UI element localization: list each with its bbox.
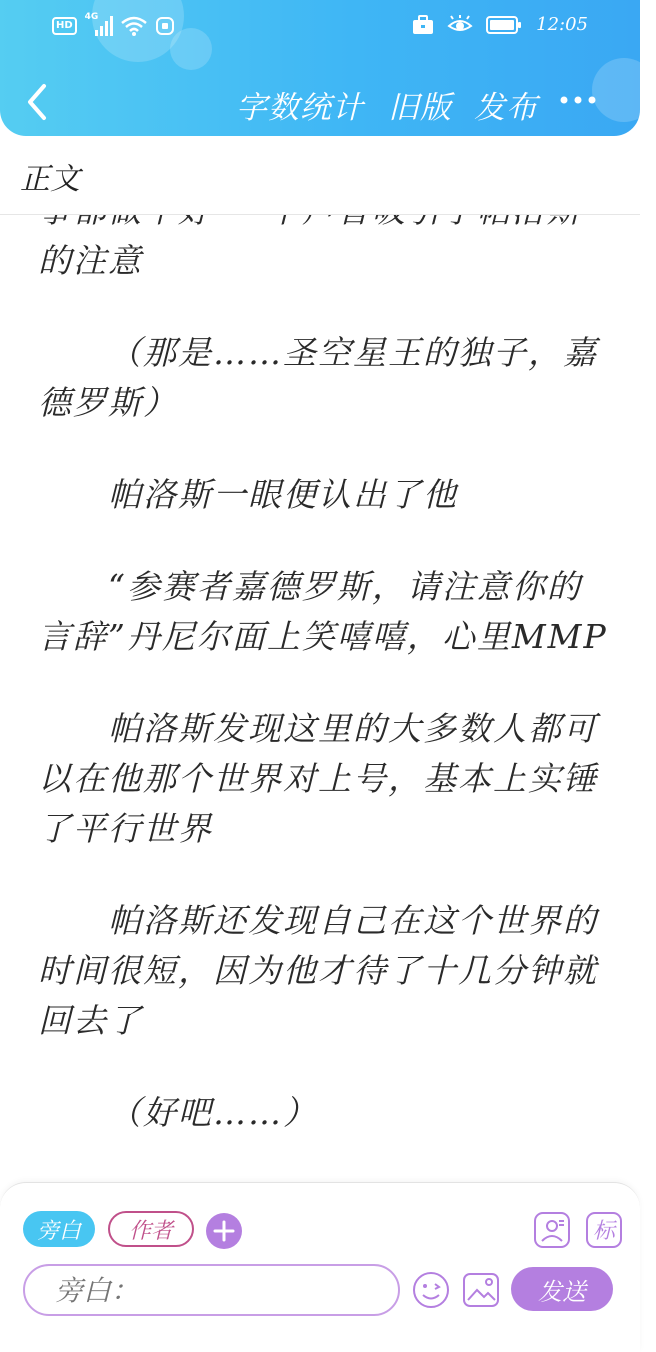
emoji-icon — [411, 1270, 451, 1310]
word-count-button[interactable]: 字数统计 — [236, 90, 364, 126]
paragraph: 帕洛斯一眼便认出了他 — [108, 475, 458, 514]
battery-icon — [486, 16, 522, 34]
chevron-left-icon — [20, 82, 54, 122]
add-role-button[interactable] — [206, 1213, 242, 1249]
image-button[interactable] — [462, 1271, 500, 1309]
back-button[interactable] — [20, 82, 54, 122]
person-card-icon — [533, 1211, 571, 1249]
top-header — [0, 0, 640, 136]
image-icon — [462, 1271, 500, 1309]
paragraph: （那是……圣空星王的独子，嘉德罗斯） — [38, 333, 598, 422]
nfc-icon — [155, 16, 175, 36]
hd-icon: HD — [52, 17, 77, 35]
chapter-text — [38, 186, 608, 1180]
status-clock: 12:05 — [536, 14, 588, 35]
paragraph: 的注意 — [38, 241, 143, 280]
paragraph: “参赛者嘉德罗斯，请注意你的言辞”丹尼尔面上笑嘻嘻，心里MMP — [38, 567, 608, 656]
plus-icon — [206, 1213, 242, 1249]
chapter-content[interactable] — [38, 214, 608, 1180]
paragraph: 帕洛斯还发现自己在这个世界的时间很短，因为他才待了十几分钟就回去了 — [38, 901, 598, 1040]
wifi-icon — [121, 16, 147, 36]
section-header — [0, 136, 640, 215]
old-version-button[interactable]: 旧版 — [388, 90, 452, 126]
emoji-button[interactable] — [411, 1270, 451, 1310]
narration-chip[interactable]: 旁白 — [23, 1211, 95, 1247]
nav-bar — [0, 68, 640, 136]
mark-label: 标 — [592, 1219, 615, 1244]
mark-button[interactable] — [585, 1211, 623, 1249]
paragraph: 帕洛斯发现这里的大多数人都可以在他那个世界对上号，基本上实锤了平行世界 — [38, 709, 598, 848]
more-button[interactable] — [558, 90, 602, 110]
message-input[interactable] — [23, 1264, 400, 1316]
signal-icon — [84, 12, 113, 36]
status-bar — [0, 0, 640, 56]
briefcase-icon — [412, 15, 434, 35]
network-type-label: 4G — [84, 12, 99, 22]
send-button[interactable]: 发送 — [511, 1267, 613, 1311]
publish-button[interactable]: 发布 — [474, 90, 538, 126]
section-title: 正文 — [20, 162, 80, 197]
paragraph: （好吧……） — [108, 1093, 318, 1132]
eye-icon — [448, 16, 472, 34]
more-dots-icon — [558, 90, 602, 110]
character-button[interactable] — [533, 1211, 571, 1249]
author-chip[interactable]: 作者 — [108, 1211, 194, 1247]
compose-bar — [0, 1182, 640, 1352]
